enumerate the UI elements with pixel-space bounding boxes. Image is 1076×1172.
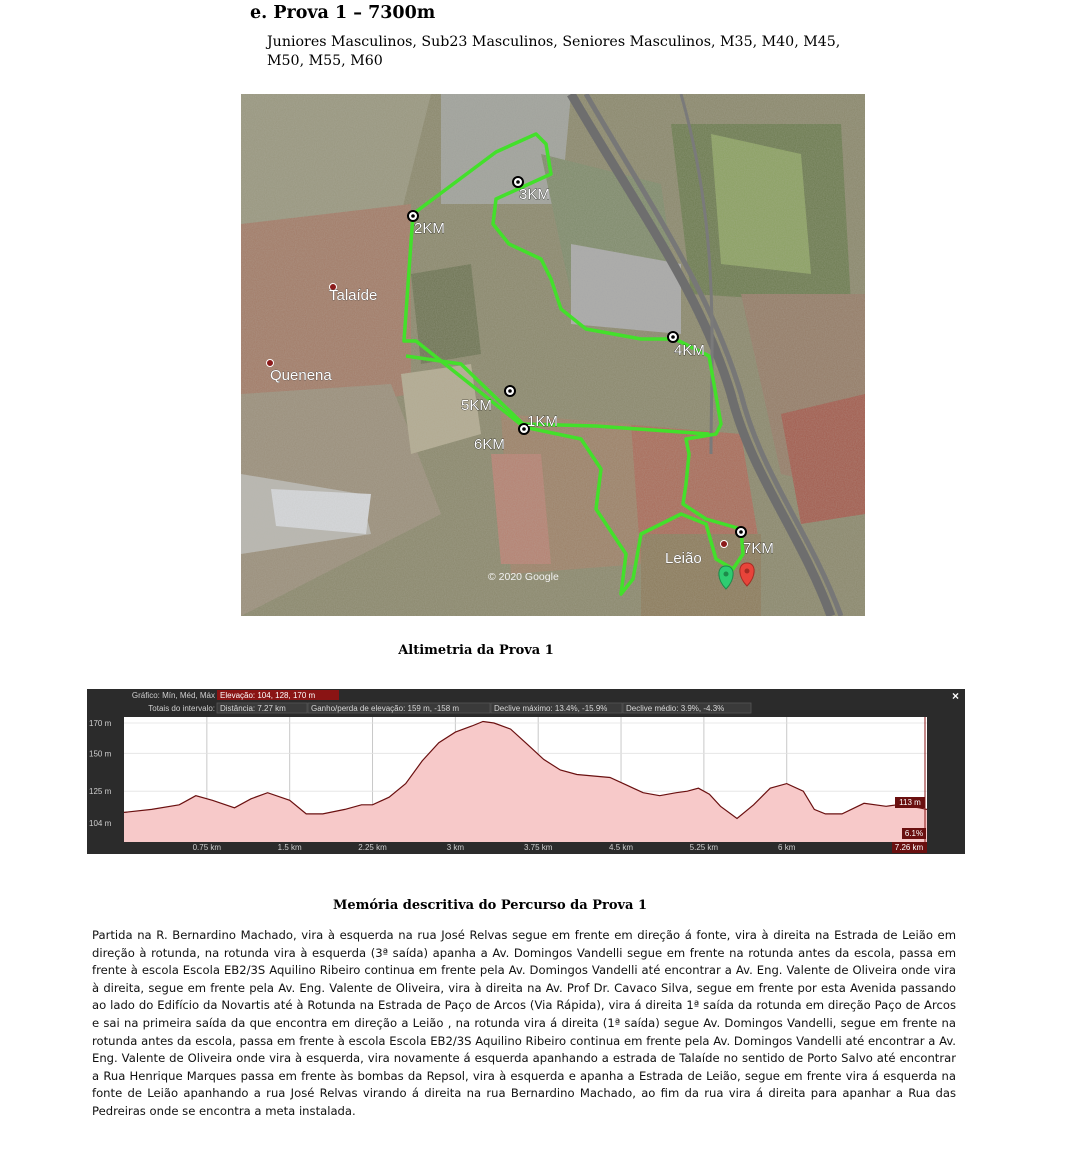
km-label: 5KM <box>461 397 492 414</box>
header-label-totals: Totais do intervalo: <box>148 704 215 713</box>
place-label-leiao: Leião <box>665 550 702 567</box>
x-tick-label: 6 km <box>778 843 796 852</box>
elevation-profile <box>87 689 965 854</box>
place-label-quenena: Quenena <box>270 367 332 384</box>
map-copyright: © 2020 Google <box>488 571 559 583</box>
km-label: 3KM <box>519 186 550 203</box>
cursor-elevation: 113 m <box>899 798 921 807</box>
header-max-slope: Declive máximo: 13.4%, -15.9% <box>494 704 608 713</box>
km-label: 6KM <box>474 436 505 453</box>
header-elevation: Elevação: 104, 128, 170 m <box>220 691 316 700</box>
y-tick-label: 150 m <box>89 749 112 759</box>
description-caption: Memória descritiva do Percurso da Prova 1 <box>332 898 648 913</box>
categories-list: Juniores Masculinos, Sub23 Masculinos, Seniores Masculinos, M35, M40, M45, M50, M55, M60 <box>267 34 841 69</box>
route-description: Partida na R. Bernardino Machado, vira à esquerda na rua José Relvas segue em frente em direção á fonte, vira à direita na Estrada de Leião em direção à rotunda, na rotunda vira à esquerda (3ª saída) apanha a Av. Domingos Vandelli segue em frente na rotunda antes da escola, passa em frente à escola Escola EB2/3S Aquilino Ribeiro continua em frente pela Av. Domingos Vandelli até encontrar a Av. Eng. Valente de Oliveira onde vira à direita, segue em frente pela Av. Eng. Valente de Oliveira, vira à direita na Av. Prof Dr. Cavaco Silva, segue em frente por esta Avenida passando ao lado do Edifício da Novartis até à Rotunda na Estrada de Paço de Arcos (Via Rápida), vira á direita 1ª saída da rotunda em direção Paço de Arcos e sai na primeira saída da que encontra em direção a Leião , na rotunda vira á direita (1ª saída) segue Av. Domingos Vandelli, segue em frente na rotunda antes da escola, passa em frente à escola Escola EB2/3S Aquilino Ribeiro continua em frente pela Av. Domingos Vandelli até encontrar a Av. Eng. Valente de Oliveira onde vira à esquerda, vira novamente á esquerda apanhando a estrada de Talaíde no sentido de Porto Salvo até encontrar a Rua Henrique Marques passa em frente às bombas da Repsol, vira à esquerda e apanha a Estrada de Leião, segue em frente vira á esquerda na fonte de Leião apanhando a rua José Relvas virando á direita na rua Bernardino Machado, ao fim da rua vira á direita para apanhar a Rua das Pedreiras onde se encontra a meta instalada. <box>92 928 956 1118</box>
header-distance: Distância: 7.27 km <box>220 704 286 713</box>
x-tick-label: 3.75 km <box>523 843 553 852</box>
route-map <box>241 94 865 616</box>
x-tick-label: 4.5 km <box>609 843 634 852</box>
place-label-talaide: Talaíde <box>329 287 378 304</box>
y-tick-label: 104 m <box>89 819 112 828</box>
km-label: 4KM <box>674 342 705 359</box>
section-heading: e. Prova 1 – 7300m <box>250 3 436 23</box>
header-gain: Ganho/perda de elevação: 159 m, -158 m <box>311 704 460 713</box>
km-label: 7KM <box>743 540 774 557</box>
altimetry-caption: Altimetria da Prova 1 <box>398 643 554 658</box>
header-label-chart: Gráfico: Mín, Méd, Máx <box>131 691 215 700</box>
y-tick-label: 170 m <box>89 719 112 728</box>
y-tick-label: 125 m <box>89 787 112 797</box>
km-label: 2KM <box>414 220 445 237</box>
km-label: 1KM <box>527 413 558 430</box>
close-icon[interactable]: × <box>951 689 959 703</box>
x-tick-label: 0.75 km <box>192 843 222 852</box>
header-avg-slope: Declive médio: 3.9%, -4.3% <box>626 704 725 713</box>
cursor-slope: 6.1% <box>904 829 924 838</box>
cursor-distance: 7.26 km <box>894 843 924 852</box>
x-tick-label: 5.25 km <box>689 843 719 852</box>
x-tick-label: 3 km <box>446 843 465 852</box>
x-tick-label: 1.5 km <box>277 843 302 852</box>
x-tick-label: 2.25 km <box>358 843 387 852</box>
